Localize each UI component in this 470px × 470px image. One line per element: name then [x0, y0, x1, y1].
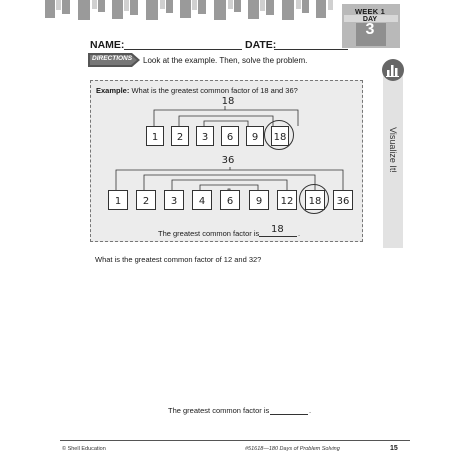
tree2-factor: 9: [249, 190, 269, 210]
week-label: WEEK 1: [355, 7, 385, 16]
tree2-factor: 36: [333, 190, 353, 210]
problem-question: What is the greatest common factor of 12 and 32?: [95, 255, 262, 264]
tree1-factor: 9: [246, 126, 264, 146]
tree2-factor: 4: [192, 190, 212, 210]
tree2-root: 36: [221, 155, 235, 166]
day-number: 3: [365, 21, 375, 38]
example-question-text: What is the greatest common factor of 18 and 36?: [131, 86, 298, 95]
directions-badge: DIRECTIONS: [92, 55, 133, 62]
date-field[interactable]: [274, 49, 348, 50]
example-answer-value: 18: [271, 224, 284, 235]
problem-answer-prefix: The greatest common factor is: [168, 406, 270, 415]
footer-publisher: © Shell Education: [62, 446, 106, 452]
tree2-factor: 2: [136, 190, 156, 210]
example-answer-prefix: The greatest common factor is: [158, 229, 260, 238]
tree1-root: 18: [221, 96, 235, 107]
side-tab-label: Visualize It!: [388, 127, 398, 173]
footer-book-title: #51618—180 Days of Problem Solving: [245, 446, 340, 452]
directions-text: Look at the example. Then, solve the problem.: [143, 56, 308, 65]
name-field[interactable]: [124, 49, 242, 50]
tree1-factor: 1: [146, 126, 164, 146]
tree2-factors: [108, 190, 358, 212]
tree1-factor: 3: [196, 126, 214, 146]
example-label: Example:: [96, 86, 130, 95]
tree2-factor: 6: [220, 190, 240, 210]
name-label: NAME:: [90, 39, 125, 51]
tree2-factor: 12: [277, 190, 297, 210]
problem-answer-field[interactable]: [270, 414, 308, 415]
work-area[interactable]: [90, 266, 375, 396]
footer-rule: [60, 440, 410, 441]
tree2-circle-mark: [299, 184, 329, 214]
example-question: [96, 86, 298, 95]
day-label: DAY: [362, 16, 378, 23]
example-answer-line: [259, 236, 297, 237]
tree1-factor: 2: [171, 126, 189, 146]
tree1-factor: 6: [221, 126, 239, 146]
example-answer-suffix: .: [298, 229, 301, 238]
tree2-factor: 1: [108, 190, 128, 210]
date-label: DATE:: [245, 39, 277, 51]
tree1-factors: [146, 126, 316, 148]
tree1-factor: 18: [271, 126, 289, 146]
tree2-factor: 3: [164, 190, 184, 210]
tree1-circle-mark: [264, 120, 294, 150]
tree2-factor: 18: [305, 190, 325, 210]
page-number: 15: [390, 445, 398, 452]
problem-answer-suffix: .: [309, 406, 312, 415]
